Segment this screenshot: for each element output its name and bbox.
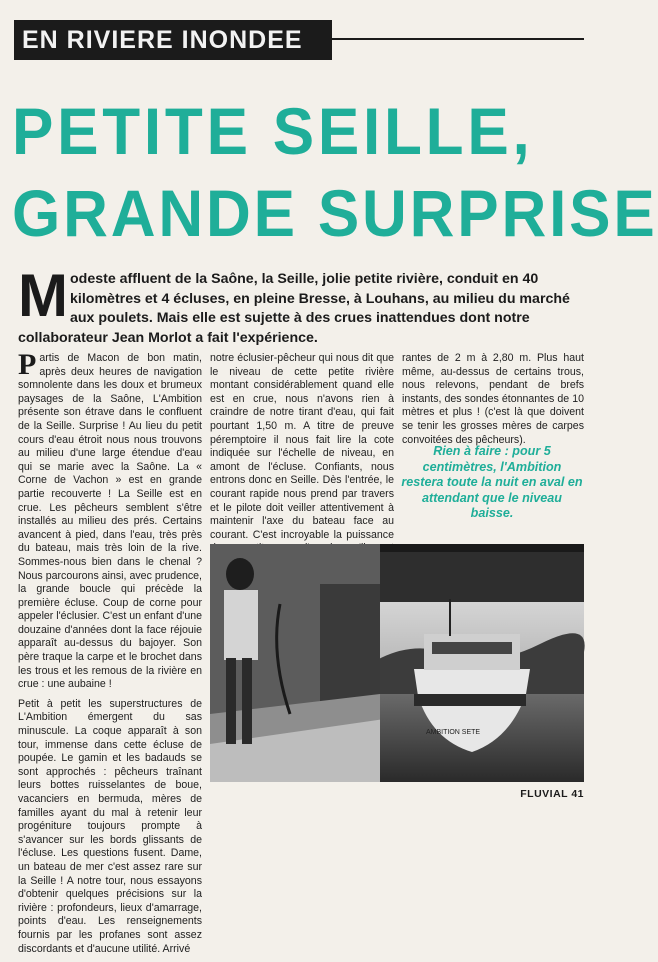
intro-paragraph	[18, 262, 584, 348]
intro-text: odeste affluent de la Saône, la Seille, jolie petite rivière, conduit en 40 kilomètres et 4 écluses, en pleine Bresse, à Louhans, au milieu du marché aux poulets. Mais elle est sujette à des crues inattendues dont notre collaborateur Jean Morlot a fait l'expérience.	[18, 271, 570, 346]
magazine-name: FLUVIAL	[520, 788, 568, 800]
page-number: 41	[571, 788, 584, 800]
lock-boat-photo	[210, 544, 584, 782]
col2-paragraph-1: notre éclusier-pêcheur qui nous dit que le niveau de cette petite rivière montant considérablement quand elle est en crue, nous n'avons rien à craindre de notre tirant d'eau, qui fait pourtant 1,50 m. A titre de preuve péremptoire il nous fait lire la cote indiquée sur l'échelle de niveau, en amont de l'écluse. Confiants, nous entrons donc en Seille. Dès l'entrée, le courant rapide nous prend par travers et le pilote doit veiller attentivement à maintenir l'axe du bateau face au courant. C'est incroyable la puissance	[210, 352, 394, 541]
headline-line-1: PETITE SEILLE,	[12, 94, 534, 168]
photo-illustration	[210, 544, 584, 782]
kicker-rule	[332, 38, 584, 40]
page-footer	[520, 788, 584, 800]
article-column-1	[18, 348, 202, 962]
col1-p1-text: artis de Macon de bon matin, après deux heures de navigation somnolente dans les doux et brumeux paysages de la Saône, L'Ambition présente son étrave dans le confluent de la Seille. Surprise ! Au lieu du petit cours d'eau étroit nous nous trouvons au milieu d'une large étendue d'eau qui se marie avec la Saône. La « Corne de Vachon » est en grande partie recouverte ! La Seille est en crue. Les pêcheurs semblent s'être installés au milieu des prés. Certains avancent à pied, dans l'eau, très près du bateau, mais très loin de la rive. Sommes-nous bien dans le chenal ? Nous parcourons ainsi, avec prudence, la grande boucle qui précède la première écluse. Coup de corne pour appeler l'éclusier. C'est un enfant d'une douzaine d'années dont la face réjouie apparaît au-dessus du bajoyer. Son père traque la carpe et le brochet dans les trous et les remous de la rivière en crue : une aubaine !	[18, 352, 202, 691]
article-column-3	[402, 352, 584, 453]
section-kicker: EN RIVIERE INONDEE	[14, 20, 332, 60]
headline-line-2: GRANDE SURPRISE	[12, 176, 658, 250]
photo-caption: Rien à faire : pour 5 centimètres, l'Ambition restera toute la nuit en aval en attendant que le niveau baisse.	[401, 444, 583, 521]
col1-paragraph-1	[18, 348, 202, 692]
hull-lettering: AMBITION SETE	[426, 729, 481, 736]
col3-paragraph-1: rantes de 2 m à 2,80 m. Plus haut même, au-dessus de certains trous, nous relevons, pendant de brefs instants, des sondes étonnantes de 10 mètres et plus ! (c'est là que doivent se tenir les grosses mères de carpes convoitées des pêcheurs).	[402, 352, 584, 446]
body-dropcap: P	[18, 348, 37, 381]
intro-dropcap: M	[18, 262, 68, 329]
col1-paragraph-2: Petit à petit les superstructures de L'Ambition émergent du sas minuscule. La coque apparaît à son tour, immense dans cette écluse de poupée. Le gamin et les badauds se sont approchés : pêcheurs traînant leurs bottes ruisselantes de boue, vacanciers en bermuda, mères de familles ayant du mal à retenir leur progéniture toujours prompte à s'avancer sur les bords glissants de l'écluse. Les questions fusent. Dame, un bateau de mer c'est assez rare sur la Seille ! A notre tour, nous essayons d'obtenir quelques précisions sur la rivière : profondeurs, lieux d'amarrage, points d'eau. Les renseignements fournis par les profanes sont assez discordants et d'aucune utilité. Arrivé	[18, 697, 202, 955]
